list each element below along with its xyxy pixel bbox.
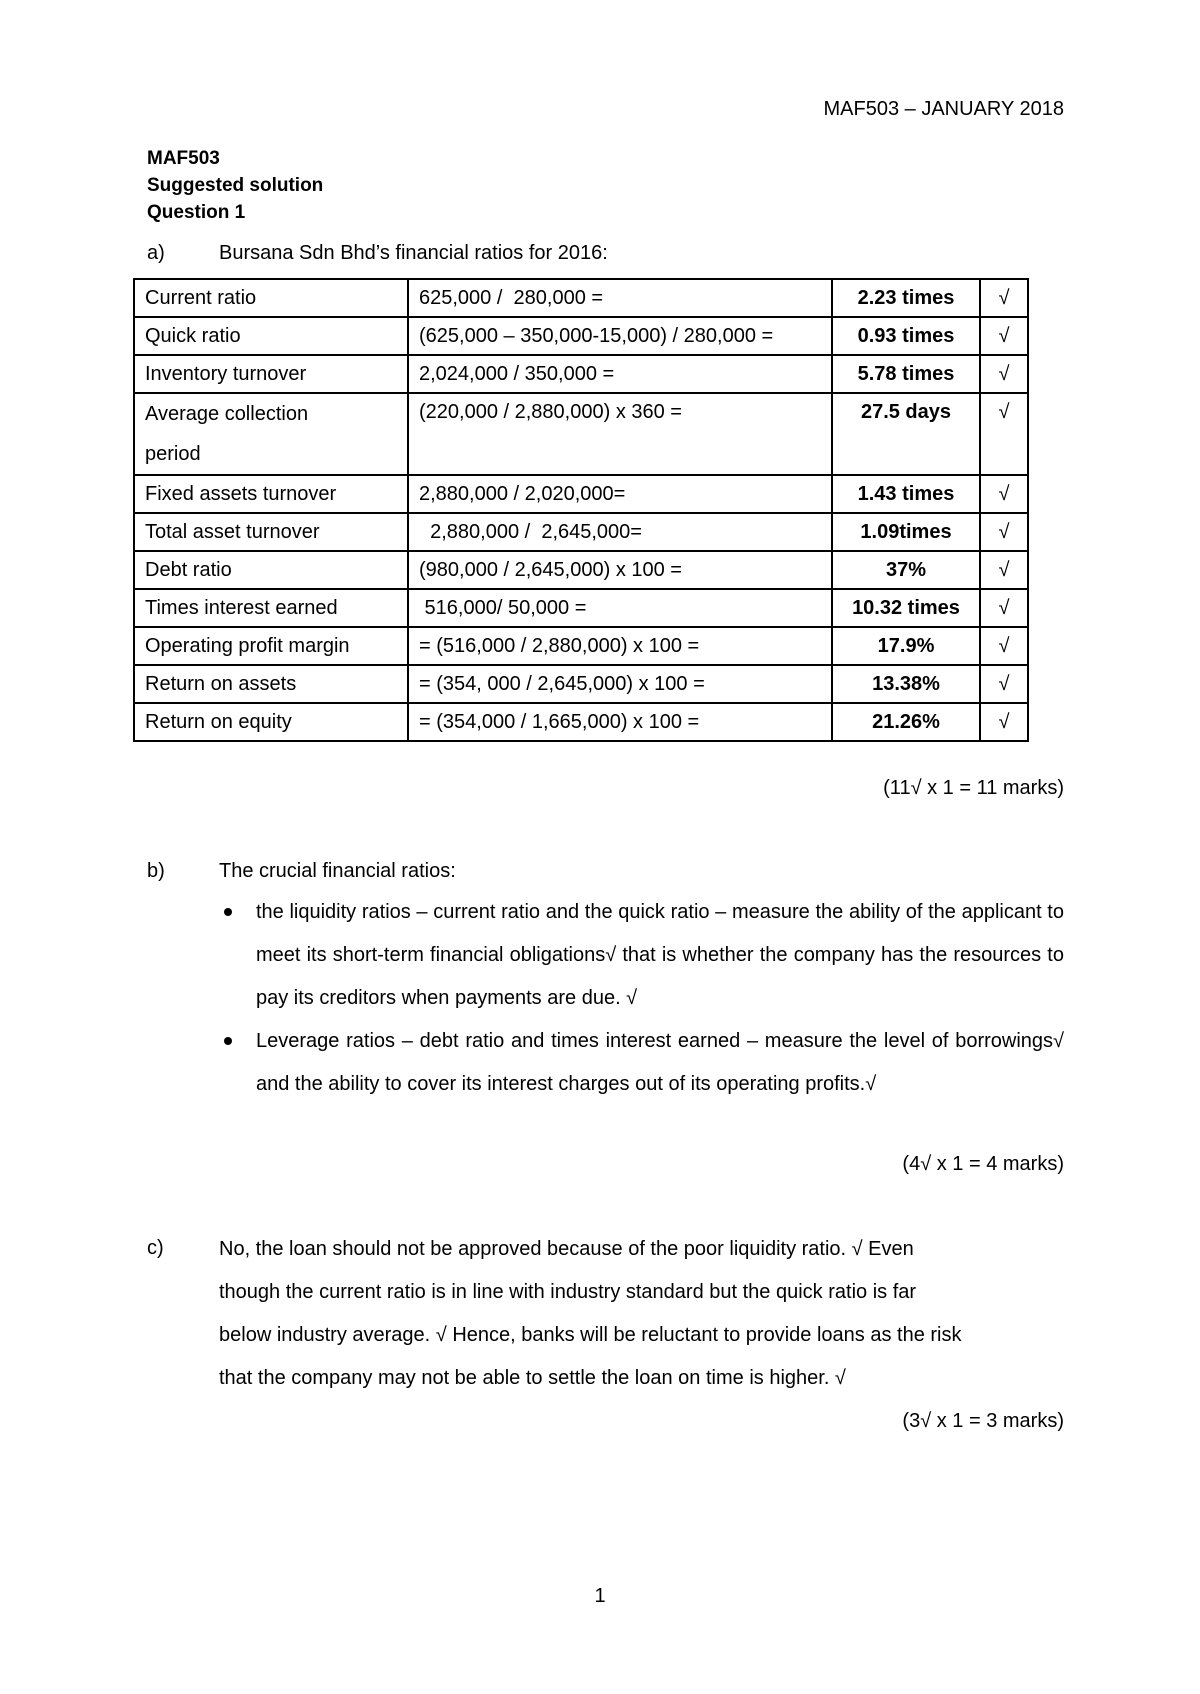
ratio-name-cell: Return on equity	[134, 703, 408, 741]
page-number: 1	[594, 1585, 606, 1607]
check-mark-icon: √	[980, 665, 1028, 703]
check-mark-icon: √	[980, 475, 1028, 513]
title-block	[147, 145, 323, 226]
part-a-label: a)	[147, 242, 165, 264]
ratio-formula-cell: = (516,000 / 2,880,000) x 100 =	[408, 627, 832, 665]
ratio-name-cell: Operating profit margin	[134, 627, 408, 665]
bullet-icon	[224, 1037, 232, 1045]
ratio-formula-cell: (625,000 – 350,000-15,000) / 280,000 =	[408, 317, 832, 355]
part-c-answer	[219, 1228, 1064, 1400]
list-item	[218, 891, 1064, 1020]
table-row	[134, 513, 1028, 551]
ratio-result-cell: 2.23 times	[832, 279, 980, 317]
check-mark-icon: √	[980, 393, 1028, 475]
table-row	[134, 475, 1028, 513]
bullet-text: the liquidity ratios – current ratio and the quick ratio – measure the ability of the applicant to meet its short-term financial obligations√ that is whether the company has the resources to pay its creditors when payments are due. √	[256, 901, 1064, 1009]
ratio-name-cell: Times interest earned	[134, 589, 408, 627]
table-row	[134, 627, 1028, 665]
ratio-formula-cell: 2,880,000 / 2,020,000=	[408, 475, 832, 513]
part-c-label: c)	[147, 1237, 164, 1259]
answer-line: No, the loan should not be approved because of the poor liquidity ratio. √ Even	[219, 1238, 914, 1260]
ratio-result-cell: 0.93 times	[832, 317, 980, 355]
ratio-name-cell: Total asset turnover	[134, 513, 408, 551]
table-row	[134, 551, 1028, 589]
bullet-icon	[224, 908, 232, 916]
ratio-result-cell: 13.38%	[832, 665, 980, 703]
ratio-name-cell: Return on assets	[134, 665, 408, 703]
ratio-formula-cell: 625,000 / 280,000 =	[408, 279, 832, 317]
list-item	[218, 1020, 1064, 1106]
table-row	[134, 393, 1028, 475]
ratio-formula-cell: (220,000 / 2,880,000) x 360 =	[408, 393, 832, 475]
ratio-formula-cell: = (354, 000 / 2,645,000) x 100 =	[408, 665, 832, 703]
answer-line: below industry average. √ Hence, banks will be reluctant to provide loans as the risk	[219, 1324, 962, 1346]
ratios-table	[133, 278, 1029, 742]
part-c-marks: (3√ x 1 = 3 marks)	[902, 1410, 1064, 1432]
ratio-name: Average collection	[145, 403, 309, 425]
table-row	[134, 279, 1028, 317]
table-row	[134, 355, 1028, 393]
check-mark-icon: √	[980, 551, 1028, 589]
ratio-formula-cell: = (354,000 / 1,665,000) x 100 =	[408, 703, 832, 741]
ratio-name-cell: Quick ratio	[134, 317, 408, 355]
ratio-result-cell: 21.26%	[832, 703, 980, 741]
part-b-marks: (4√ x 1 = 4 marks)	[902, 1153, 1064, 1175]
ratio-formula-cell: (980,000 / 2,645,000) x 100 =	[408, 551, 832, 589]
answer-line: that the company may not be able to settle the loan on time is higher. √	[219, 1367, 846, 1389]
page-header: MAF503 – JANUARY 2018	[823, 98, 1064, 120]
ratio-result-cell: 1.43 times	[832, 475, 980, 513]
part-b-bullet-list	[218, 891, 1064, 1106]
ratio-name-continued: period	[145, 443, 201, 465]
table-row	[134, 703, 1028, 741]
ratio-name-cell: Current ratio	[134, 279, 408, 317]
ratio-result-cell: 17.9%	[832, 627, 980, 665]
table-row	[134, 589, 1028, 627]
ratio-name-cell	[134, 393, 408, 475]
ratio-result-cell: 1.09times	[832, 513, 980, 551]
check-mark-icon: √	[980, 627, 1028, 665]
ratio-result-cell: 27.5 days	[832, 393, 980, 475]
ratio-result-cell: 37%	[832, 551, 980, 589]
part-b-intro-text: The crucial financial ratios:	[219, 860, 456, 882]
table-row	[134, 665, 1028, 703]
ratio-name-cell: Fixed assets turnover	[134, 475, 408, 513]
ratio-formula-cell: 516,000/ 50,000 =	[408, 589, 832, 627]
check-mark-icon: √	[980, 589, 1028, 627]
bullet-text: Leverage ratios – debt ratio and times interest earned – measure the level of borrowings√ and the ability to cover its interest charges out of its operating profits.√	[256, 1030, 1064, 1095]
check-mark-icon: √	[980, 355, 1028, 393]
check-mark-icon: √	[980, 703, 1028, 741]
ratio-formula-cell: 2,880,000 / 2,645,000=	[408, 513, 832, 551]
table-row	[134, 317, 1028, 355]
course-code: MAF503	[147, 148, 220, 169]
ratio-result-cell: 10.32 times	[832, 589, 980, 627]
answer-line: though the current ratio is in line with industry standard but the quick ratio is far	[219, 1281, 917, 1303]
check-mark-icon: √	[980, 279, 1028, 317]
part-a-marks: (11√ x 1 = 11 marks)	[883, 777, 1064, 799]
question-heading: Question 1	[147, 202, 246, 223]
part-b-label: b)	[147, 860, 165, 882]
ratio-name-cell: Inventory turnover	[134, 355, 408, 393]
part-a-intro-text: Bursana Sdn Bhd’s financial ratios for 2016:	[219, 242, 608, 264]
check-mark-icon: √	[980, 317, 1028, 355]
ratio-name-cell: Debt ratio	[134, 551, 408, 589]
ratio-formula-cell: 2,024,000 / 350,000 =	[408, 355, 832, 393]
check-mark-icon: √	[980, 513, 1028, 551]
ratio-result-cell: 5.78 times	[832, 355, 980, 393]
document-subtitle: Suggested solution	[147, 175, 324, 196]
